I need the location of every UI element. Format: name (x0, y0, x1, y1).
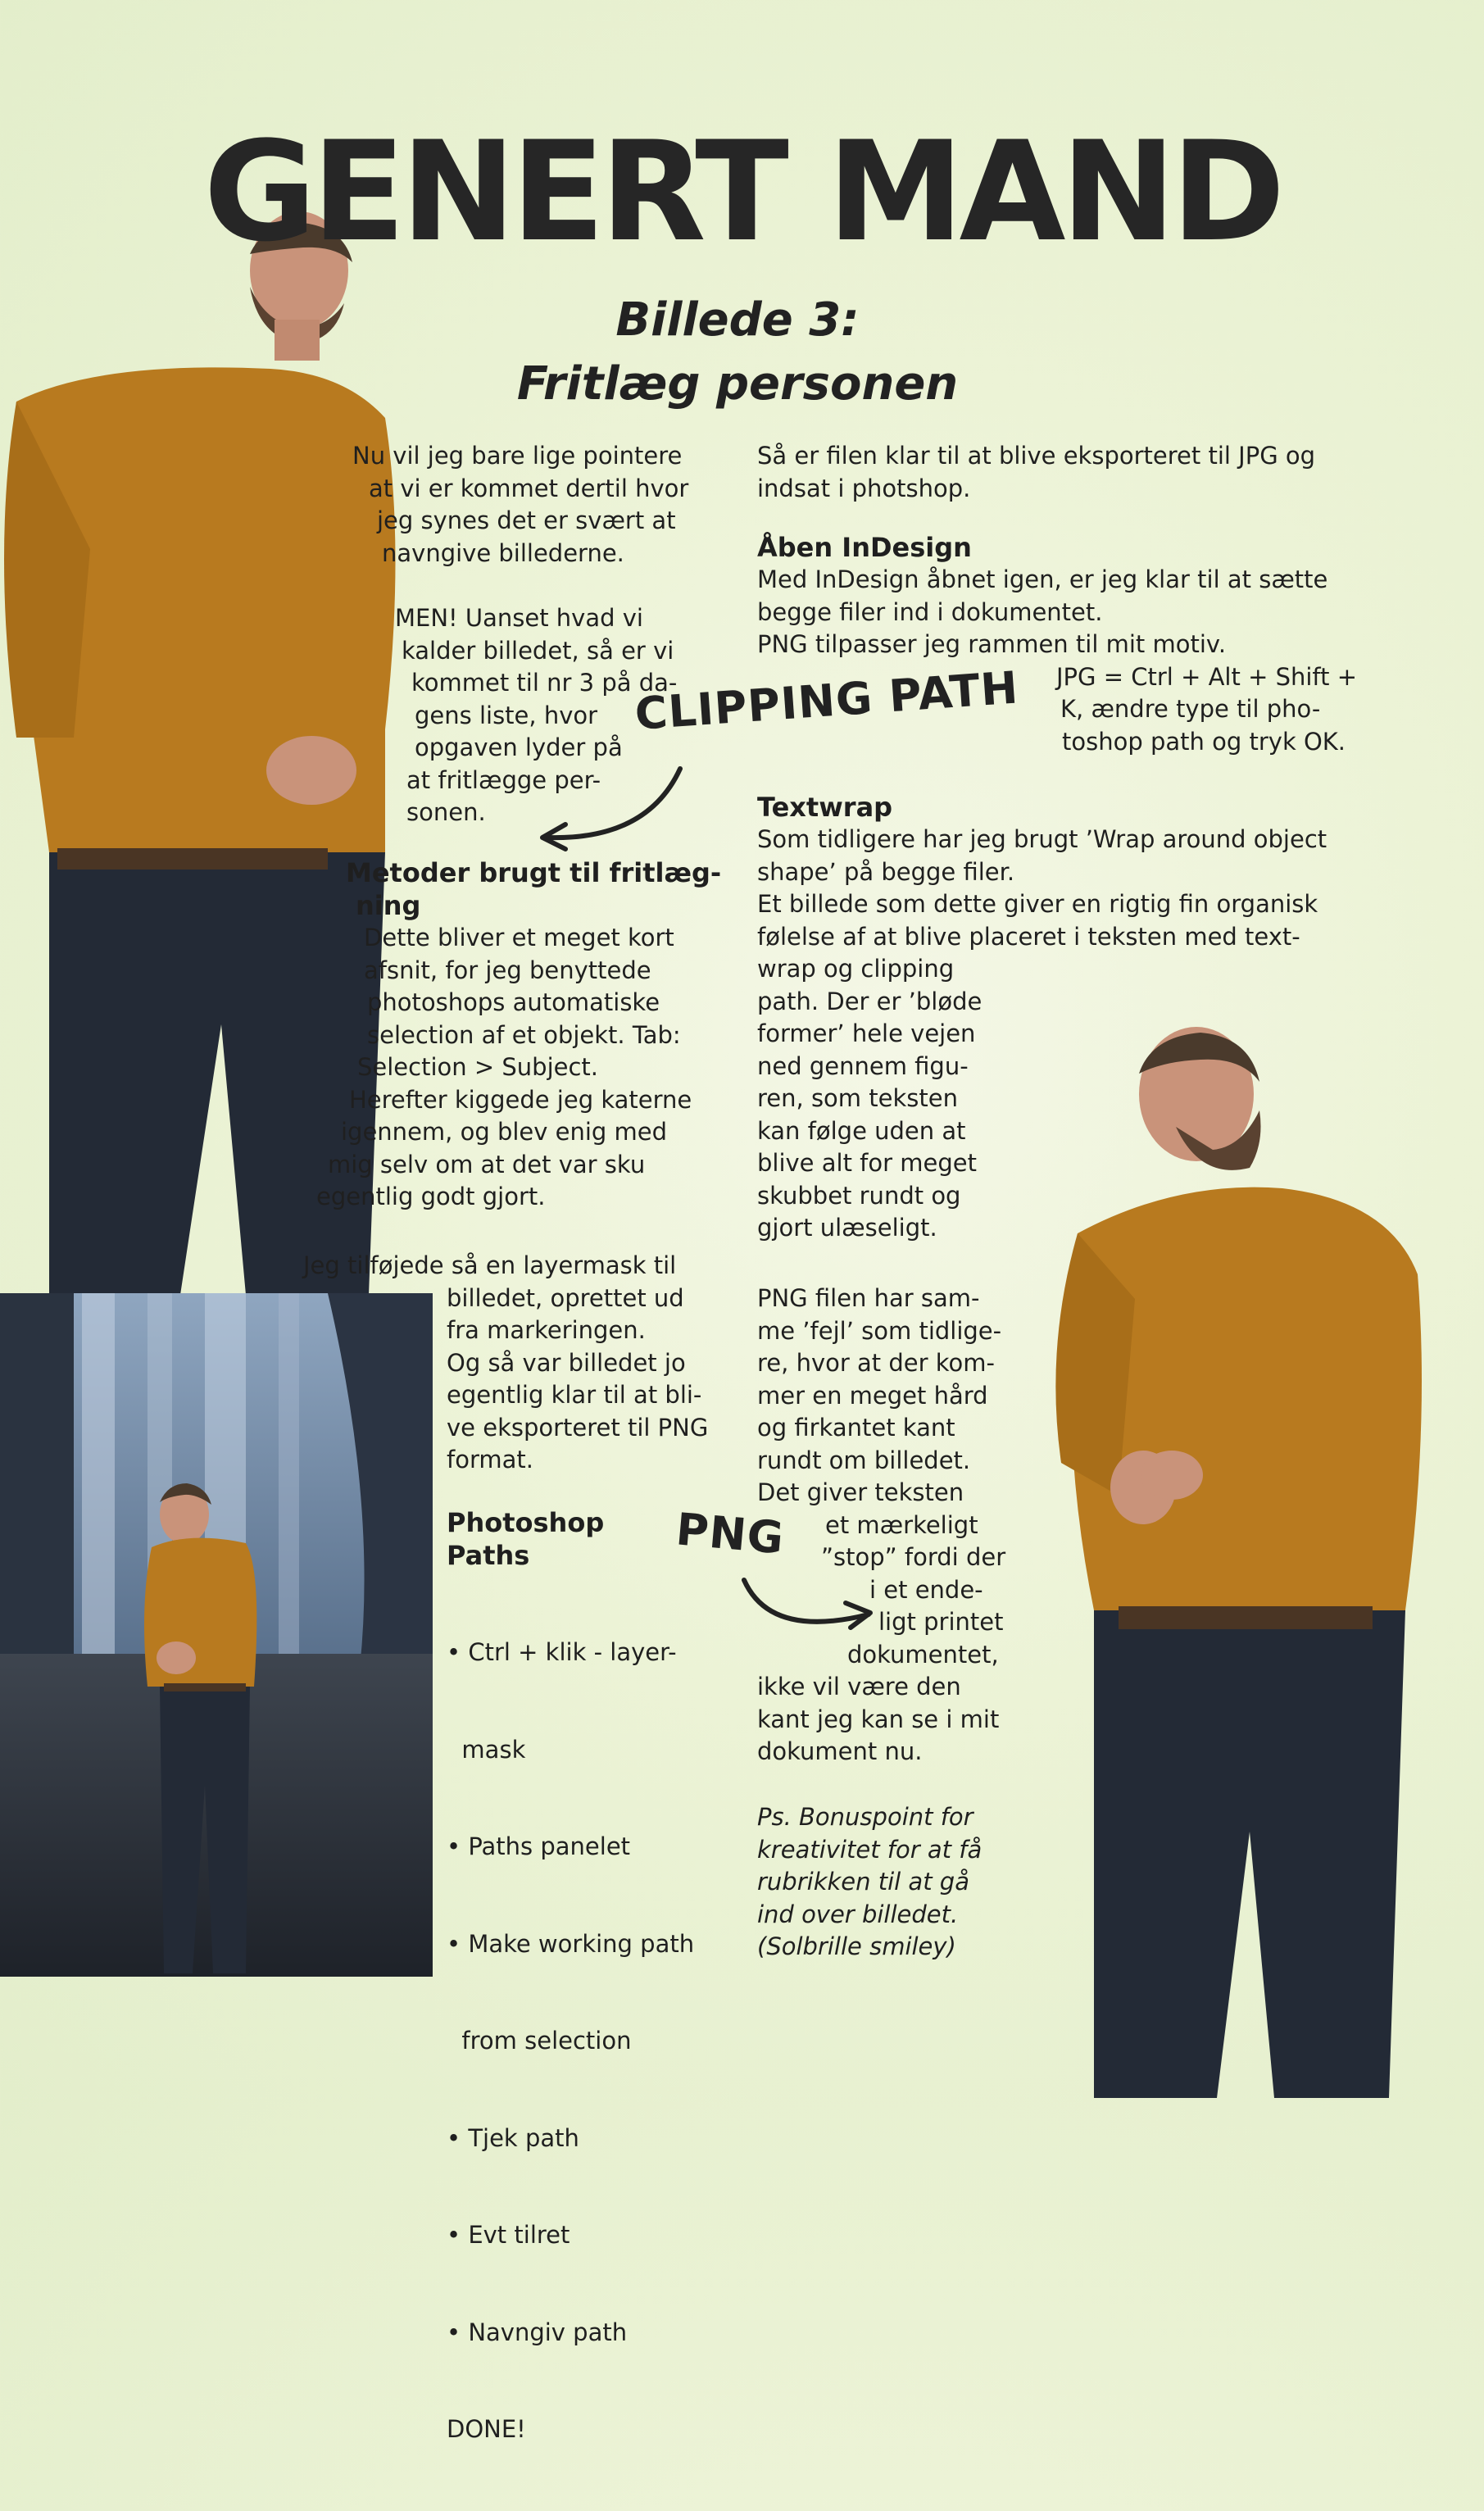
text-line: skubbet rundt og (757, 1181, 961, 1210)
text-line: selection af et objekt. Tab: (367, 1020, 681, 1049)
text-line: jeg synes det er svært at (377, 506, 676, 534)
png-arrow-icon (737, 1573, 885, 1639)
text-line: PNG tilpasser jeg rammen til mit motiv. (757, 630, 1227, 658)
png-callout: PNG (674, 1503, 787, 1564)
textwrap-heading: Textwrap (757, 792, 893, 823)
list-item: • Paths panelet (447, 1832, 631, 1860)
list-item: • Tjek path (447, 2123, 579, 2152)
text-line: re, hvor at der kom- (757, 1349, 995, 1377)
text-line: Nu vil jeg bare lige pointere (352, 442, 683, 470)
text-line: Så er filen klar til at blive eksporteret til JPG og (757, 442, 1316, 470)
text-line: wrap og clipping (757, 955, 955, 983)
text-line: Et billede som dette giver en rigtig fin organisk (757, 890, 1318, 918)
textwrap-section (757, 791, 1380, 1245)
text-line: K, ændre type til pho- (1060, 695, 1321, 723)
text-line: et mærkeligt (825, 1510, 978, 1539)
text-line: igennem, og blev enig med (341, 1118, 668, 1146)
text-line: indsat i photshop. (757, 474, 971, 502)
list-item: from selection (447, 2027, 632, 2055)
paths-heading-2: Paths (447, 1540, 530, 1571)
text-line: ren, som teksten (757, 1084, 958, 1112)
text-line: og firkantet kant (757, 1414, 955, 1442)
text-line: me ’fejl’ som tidlige- (757, 1316, 1002, 1345)
text-line: Ps. Bonuspoint for (757, 1803, 973, 1831)
text-line: ”stop” fordi der (821, 1543, 1006, 1571)
text-line: kommet til nr 3 på da- (411, 669, 678, 697)
ps-note (757, 1801, 1085, 1964)
text-line: følelse af at blive placeret i teksten med text- (757, 922, 1300, 951)
text-line: Og så var billedet jo (447, 1348, 686, 1377)
text-line: Herefter kiggede jeg katerne (349, 1085, 692, 1114)
text-line: billedet, oprettet ud (447, 1283, 684, 1312)
subtitle-line-2: Fritlæg personen (516, 357, 959, 411)
paths-heading: Photoshop (447, 1507, 605, 1538)
text-line: Selection > Subject. (357, 1053, 599, 1081)
text-line: rubrikken til at gå (757, 1868, 969, 1896)
text-line: kalder billedet, så er vi (402, 636, 674, 665)
text-line: sonen. (406, 798, 486, 826)
text-line: PNG filen har sam- (757, 1284, 980, 1312)
list-item: • Make working path (447, 1929, 695, 1958)
list-item: • Ctrl + klik - layer- (447, 1638, 677, 1666)
text-line: i et ende- (869, 1575, 983, 1604)
metoder-section (316, 856, 739, 1214)
text-line: dokument nu. (757, 1737, 923, 1765)
text-line: gjort ulæseligt. (757, 1214, 937, 1242)
list-item: mask (447, 1735, 526, 1764)
png-paragraph (757, 1283, 1085, 1769)
text-line: egentlig klar til at bli- (447, 1381, 702, 1409)
text-line: navngive billederne. (382, 538, 624, 567)
text-line: path. Der er ’bløde (757, 987, 983, 1015)
text-line: opgaven lyder på (415, 733, 623, 761)
export-paragraph (757, 440, 1380, 505)
text-line: gens liste, hvor (415, 701, 598, 729)
text-line: photoshops automatiske (367, 988, 660, 1016)
text-line: at vi er kommet dertil hvor (369, 474, 689, 502)
page-title: GENERT MAND (203, 111, 1281, 272)
text-line: Som tidligere har jeg brugt ’Wrap around object (757, 825, 1327, 853)
list-item: DONE! (447, 2415, 526, 2443)
text-line: afsnit, for jeg benyttede (364, 956, 651, 984)
text-line: shape’ på begge filer. (757, 857, 1015, 886)
layermask-paragraph (303, 1250, 729, 1477)
clipping-arrow-icon (524, 762, 697, 852)
text-line: ligt printet (878, 1608, 1004, 1636)
text-line: kan følge uden at (757, 1116, 966, 1145)
text-line: Dette bliver et meget kort (364, 924, 674, 951)
text-line: rundt om billedet. (757, 1446, 971, 1474)
list-item: • Evt tilret (447, 2221, 570, 2249)
text-line: kant jeg kan se i mit (757, 1705, 1000, 1733)
clipping-path-callout: CLIPPING PATH (633, 661, 1021, 740)
intro-paragraph (344, 440, 721, 570)
subtitle-line-1: Billede 3: (615, 293, 860, 347)
text-line: ikke vil være den (757, 1673, 961, 1700)
text-line: ned gennem figu- (757, 1051, 969, 1080)
text-line: mig selv om at det var sku (328, 1150, 646, 1178)
text-line: JPG = Ctrl + Alt + Shift + (1056, 662, 1358, 691)
text-line: toshop path og tryk OK. (1062, 727, 1346, 756)
indesign-heading: Åben InDesign (757, 532, 972, 563)
text-line: former’ hele vejen (757, 1019, 976, 1047)
list-item: • Navngiv path (447, 2318, 628, 2346)
text-line: mer en meget hård (757, 1381, 988, 1410)
paths-section (447, 1506, 733, 2511)
text-line: format. (447, 1446, 533, 1473)
text-line: dokumentet, (847, 1640, 999, 1669)
text-line: ve eksporteret til PNG (447, 1413, 709, 1442)
text-line: Med InDesign åbnet igen, er jeg klar til at sætte (757, 565, 1328, 593)
text-line: fra markeringen. (447, 1316, 646, 1344)
text-line: MEN! Uanset hvad vi (395, 604, 643, 632)
text-line: at fritlægge per- (406, 765, 601, 794)
metoder-heading-2: ning (356, 890, 421, 921)
text-line: Jeg tilføjede så en layermask til (303, 1251, 677, 1279)
metoder-heading: Metoder brugt til fritlæg- (346, 857, 722, 888)
text-line: (Solbrille smiley) (757, 1932, 956, 1960)
text-line: egentlig godt gjort. (316, 1183, 546, 1210)
text-line: begge filer ind i dokumentet. (757, 597, 1103, 626)
text-line: kreativitet for at få (757, 1835, 983, 1864)
text-line: Det giver teksten (757, 1478, 964, 1506)
text-line: ind over billedet. (757, 1900, 959, 1928)
subtitle (459, 288, 1016, 416)
text-line: blive alt for meget (757, 1149, 977, 1177)
